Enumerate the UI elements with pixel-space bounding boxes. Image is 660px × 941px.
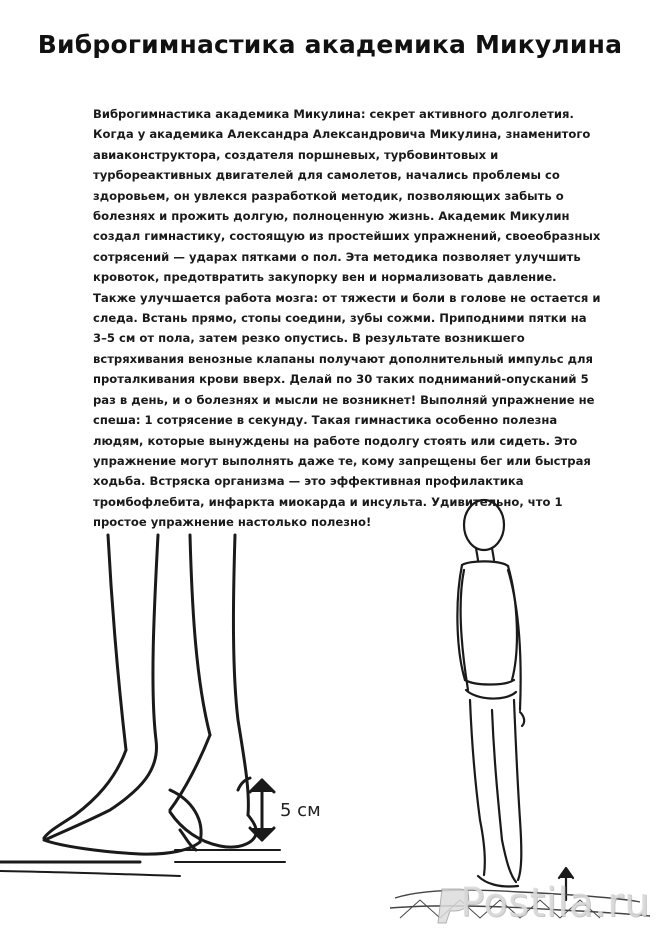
page-title: Виброгимнастика академика Микулина <box>37 30 623 59</box>
flat-foot-drawing <box>44 535 201 854</box>
raised-foot-drawing <box>170 535 256 847</box>
height-arrow-icon <box>250 780 274 840</box>
watermark: Postila.ru <box>460 880 650 926</box>
exercise-illustration <box>0 490 660 941</box>
standing-person-drawing <box>457 500 573 900</box>
article-body: Виброгимнастика академика Микулина: секрет активного долголетия. Когда у академика Александра Александровича Микулина, знаменитого авиаконструктора, создателя поршневых, турбовинтовых и турбореактивных двигателей для самолетов, начались проблемы со здоровьем, он увлекся разработкой методик, позволяющих забыть о болезнях и прожить долгую, полноценную жизнь. Академик Микулин создал гимнастику, состоящую из простейших упражнений, своеобразных сотрясений — ударах пятками о пол. Эта методика позволяет улучшить кровоток, предотвратить закупорку вен и нормализовать давление. Также улучшается работа мозга: от тяжести и боли в голове не остается и следа. Встань прямо, стопы соедини, зубы сожми. Приподними пятки на 3–5 см от пола, затем резко опустись. В результате возникшего встряхивания венозные клапаны получают дополнительный импульс для проталкивания крови вверх. Делай по 30 таких подниманий-опусканий 5 раз в день, и о болезнях и мысли не возникнет! Выполняй упражнение не спеша: 1 сотрясение в секунду. Такая гимнастика особенно полезна людям, которые вынуждены на работе подолгу стоять или сидеть. Это упражнение могут выполнять даже те, кому запрещены бег или быстрая ходьба. Встряска организма — это эффективная профилактика тромбофлебита, инфаркта миокарда и инсульта. Удивительно, что 1 простое упражнение настолько полезно! <box>93 107 601 530</box>
height-measure-label: 5 см <box>280 800 321 821</box>
